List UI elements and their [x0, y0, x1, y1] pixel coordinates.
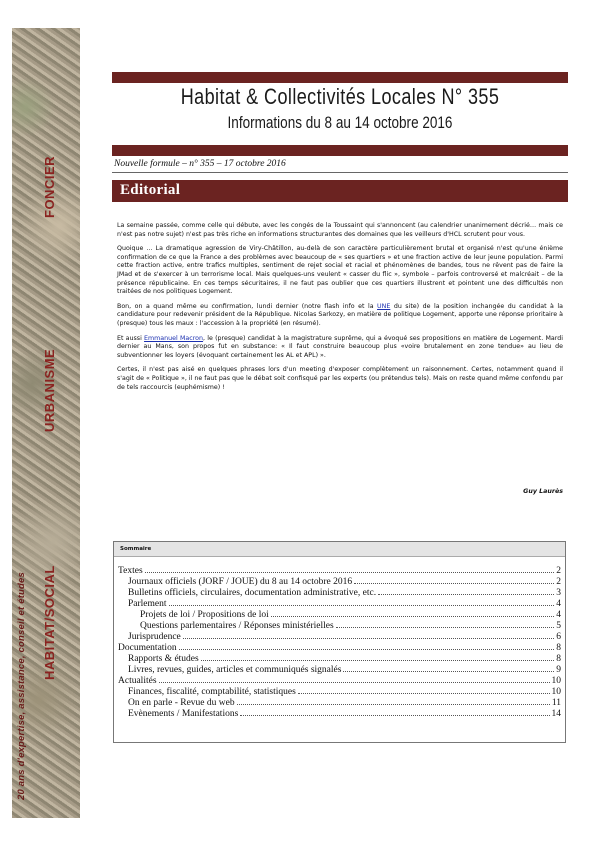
header-bottom-bar: [112, 145, 568, 156]
toc-entry-page: 3: [556, 588, 561, 598]
page-subtitle: Informations du 8 au 14 octobre 2016: [227, 114, 453, 132]
toc-leader-dots: [183, 637, 554, 639]
toc-entry-page: 5: [556, 621, 561, 631]
divider: [112, 172, 568, 173]
toc-entry-page: 6: [556, 632, 561, 642]
toc-entry-page: 8: [556, 654, 561, 664]
toc-heading: Sommaire: [114, 542, 565, 557]
toc-entry[interactable]: [118, 621, 561, 632]
une-link[interactable]: UNE: [377, 302, 391, 310]
editorial-heading: Editorial: [120, 182, 181, 198]
issue-line: Nouvelle formule – n° 355 – 17 octobre 2016: [114, 159, 286, 169]
toc-entry-label: Actualités: [118, 676, 157, 686]
header-top-bar: [112, 72, 568, 83]
toc-entry[interactable]: [118, 566, 561, 577]
toc-leader-dots: [336, 626, 555, 628]
sidebar-label-foncier: FONCIER: [42, 156, 57, 218]
toc-list: [114, 557, 565, 720]
toc-entry-label: Journaux officiels (JORF / JOUE) du 8 au 14 octobre 2016: [128, 577, 353, 587]
toc-entry[interactable]: [118, 709, 561, 720]
toc-entry[interactable]: [118, 698, 561, 709]
editorial-text: Et aussi: [117, 334, 145, 342]
editorial-paragraph: [117, 335, 563, 361]
toc-entry-label: Bulletins officiels, circulaires, documentation administrative, etc.: [128, 588, 377, 598]
toc-entry-label: Jurisprudence: [128, 632, 181, 642]
table-of-contents: [113, 541, 566, 743]
editorial-banner: [112, 180, 568, 202]
toc-entry[interactable]: [118, 687, 561, 698]
toc-entry-label: Finances, fiscalité, comptabilité, statistiques: [128, 687, 296, 697]
toc-entry-label: Documentation: [118, 643, 177, 653]
toc-leader-dots: [343, 670, 554, 672]
editorial-body: [117, 222, 563, 398]
editorial-paragraph: Quoique … La dramatique agression de Viry-Châtillon, au-delà de son caractère particulièrement brutal et organisé n'est qu'une énième confirmation de ce que la France a des problèmes avec beaucoup de « ses quartiers » et une fraction active de leur jeune population. Parmi cette fraction active, entre trafics multiples, sentiment de rejet social et racial et phénomènes de bandes, tous ne rêvent pas de faire la JMad et de s'exercer à un terrorisme local. Mais quelques-uns veulent « casser du flic », symbole – parfois controversé et malcréait – de la présence républicaine. En ces temps sécuritaires, il ne faut pas oublier que ces quartiers illustrent et pointent une des difficultés non traitées de nos politiques Logement.: [117, 245, 563, 296]
toc-leader-dots: [354, 582, 554, 584]
toc-entry-label: Textes: [118, 566, 143, 576]
toc-entry-label: Projets de loi / Propositions de loi: [140, 610, 269, 620]
toc-entry-label: On en parle - Revue du web: [128, 698, 235, 708]
toc-entry[interactable]: [118, 632, 561, 643]
toc-entry[interactable]: [118, 643, 561, 654]
toc-leader-dots: [298, 692, 550, 694]
toc-entry-label: Questions parlementaires / Réponses ministérielles: [140, 621, 334, 631]
toc-leader-dots: [201, 659, 555, 661]
toc-entry-label: Rapports & études: [128, 654, 199, 664]
toc-entry-page: 14: [551, 709, 561, 719]
header: [112, 84, 568, 133]
toc-entry[interactable]: [118, 588, 561, 599]
toc-entry-label: Livres, revues, guides, articles et communiqués signalés: [128, 665, 342, 675]
toc-entry-page: 9: [556, 665, 561, 675]
editorial-paragraph: La semaine passée, comme celle qui débute, avec les congés de la Toussaint qui s'annoncent (au calendrier unanimement décrié… mais ce n'est pas notre sujet) n'est pas très riche en informations structurantes des domaines que les veilleurs d'HCL scrutent pour vous.: [117, 222, 563, 238]
toc-entry-page: 4: [556, 610, 561, 620]
toc-leader-dots: [145, 571, 555, 573]
toc-leader-dots: [237, 703, 550, 705]
toc-entry-page: 8: [556, 643, 561, 653]
toc-entry-page: 10: [551, 676, 561, 686]
toc-entry[interactable]: [118, 654, 561, 665]
macron-link[interactable]: Emmanuel Macron: [144, 334, 204, 342]
toc-entry[interactable]: [118, 610, 561, 621]
toc-entry-page: 2: [556, 566, 561, 576]
editorial-text: , le (presque) candidat à la magistrature suprême, qui a évoqué ses propositions en matière de Logement. Mardi dernier au Mans, son propos fut en substance: « Il faut construire beaucoup plus «voire brutalement en zone tendue» au lieu de subventionner les loyers (évoquant certainement les AL et APL) ».: [117, 334, 563, 359]
toc-entry-page: 10: [551, 687, 561, 697]
sidebar-tagline: 20 ans d'expertise, assistance, conseil et études: [16, 571, 27, 800]
toc-entry-page: 2: [556, 577, 561, 587]
sidebar-label-habitat-social: HABITAT/SOCIAL: [42, 565, 57, 680]
toc-entry[interactable]: [118, 676, 561, 687]
editorial-text: Bon, on a quand même eu confirmation, lundi dernier (notre flash info et la: [117, 302, 378, 310]
signature: Guy Laurès: [523, 488, 563, 495]
sidebar-label-urbanisme: URBANISME: [42, 348, 57, 432]
page-title: Habitat & Collectivités Locales N° 355: [180, 84, 500, 109]
toc-entry-page: 4: [556, 599, 561, 609]
toc-leader-dots: [159, 681, 550, 683]
editorial-paragraph: Certes, il n'est pas aisé en quelques phrases lors d'un meeting d'exposer complètement un raisonnement. Certes, notamment quand il s'agit de « Politique », il ne faut pas que le débat soit confisqué par les experts (ou prétendus tels). Mais on reste quand même confondu par de tels raccourcis (euphémisme) !: [117, 366, 563, 391]
toc-entry-page: 11: [551, 698, 561, 708]
editorial-text: du site) de la position inchangée du candidat à la candidature pour redevenir président de la République. Nicolas Sarkozy, en matière de politique Logement, apporte une réponse prioritaire à (presque) tous les maux : l'accession à la propriété (en résumé).: [117, 302, 563, 327]
toc-leader-dots: [240, 714, 549, 716]
toc-entry[interactable]: [118, 665, 561, 676]
toc-leader-dots: [169, 604, 555, 606]
toc-leader-dots: [378, 593, 554, 595]
toc-entry[interactable]: [118, 599, 561, 610]
editorial-paragraph: [117, 303, 563, 329]
toc-entry-label: Evènements / Manifestations: [128, 709, 239, 719]
toc-leader-dots: [179, 648, 555, 650]
toc-entry-label: Parlement: [128, 599, 167, 609]
toc-leader-dots: [271, 615, 554, 617]
toc-entry[interactable]: [118, 577, 561, 588]
